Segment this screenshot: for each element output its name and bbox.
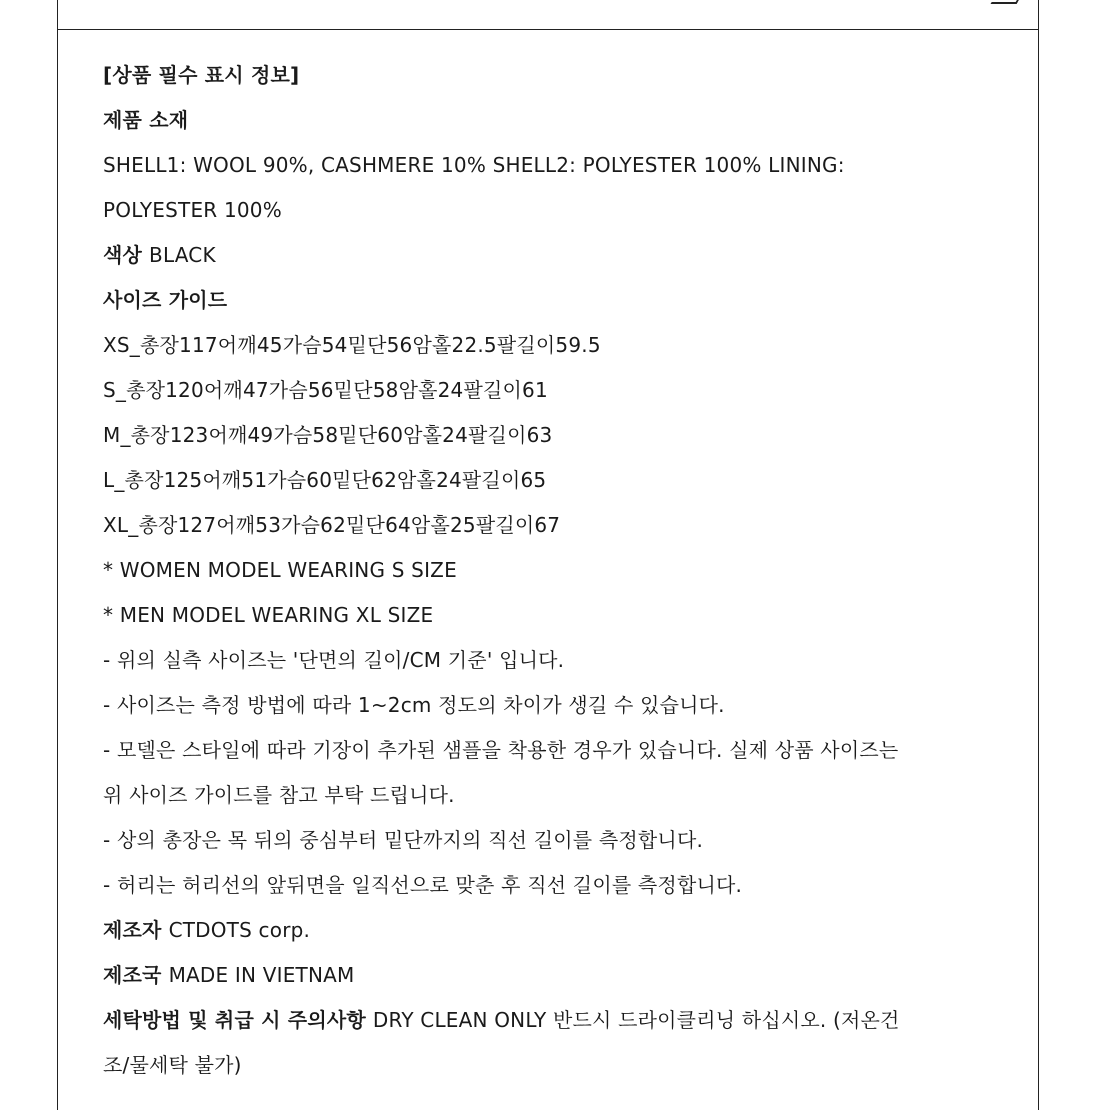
top-panel — [57, 0, 1039, 30]
size-row-xs: XS_총장117어깨45가슴54밑단56암홀22.5팔길이59.5 — [103, 333, 601, 357]
variance-note: - 사이즈는 측정 방법에 따라 1~2cm 정도의 차이가 생길 수 있습니다. — [103, 693, 725, 717]
waist-note: - 허리는 허리선의 앞뒤면을 일직선으로 맞춘 후 직선 길이를 측정합니다. — [103, 873, 743, 897]
size-guide-heading: 사이즈 가이드 — [103, 288, 228, 312]
care-label: 세탁방법 및 취급 시 주의사항 — [103, 1008, 366, 1032]
color-label: 색상 — [103, 243, 143, 267]
model-sample-note-2: 위 사이즈 가이드를 참고 부탁 드립니다. — [103, 783, 455, 807]
size-row-m: M_총장123어깨49가슴58밑단60암홀24팔길이63 — [103, 423, 553, 447]
women-model-note: * WOMEN MODEL WEARING S SIZE — [103, 558, 457, 582]
product-info-panel — [57, 30, 1039, 1110]
care-row — [103, 1005, 1003, 1050]
material-line-1: SHELL1: WOOL 90%, CASHMERE 10% SHELL2: POLYESTER 100% LINING: — [103, 153, 845, 177]
country-value: MADE IN VIETNAM — [168, 963, 355, 987]
color-value: BLACK — [149, 243, 216, 267]
size-row-l: L_총장125어깨51가슴60밑단62암홀24팔길이65 — [103, 468, 547, 492]
color-row — [103, 240, 1003, 285]
product-info-content — [103, 60, 1003, 1095]
size-row-s: S_총장120어깨47가슴56밑단58암홀24팔길이61 — [103, 378, 548, 402]
measure-note: - 위의 실측 사이즈는 '단면의 길이/CM 기준' 입니다. — [103, 648, 565, 672]
care-row-continued: 조/물세탁 불가) — [103, 1053, 242, 1077]
care-value: DRY CLEAN ONLY 반드시 드라이클리닝 하십시오. (저온건 — [372, 1008, 900, 1032]
country-row — [103, 960, 1003, 1005]
section-title: [상품 필수 표시 정보] — [103, 63, 300, 87]
material-heading: 제품 소재 — [103, 108, 189, 132]
top-length-note: - 상의 총장은 목 뒤의 중심부터 밑단까지의 직선 길이를 측정합니다. — [103, 828, 704, 852]
size-row-xl: XL_총장127어깨53가슴62밑단64암홀25팔길이67 — [103, 513, 561, 537]
manufacturer-row — [103, 915, 1003, 960]
country-label: 제조국 — [103, 963, 162, 987]
material-line-2: POLYESTER 100% — [103, 198, 282, 222]
men-model-note: * MEN MODEL WEARING XL SIZE — [103, 603, 434, 627]
model-sample-note-1: - 모델은 스타일에 따라 기장이 추가된 샘플을 착용한 경우가 있습니다. 실제 상품 사이즈는 — [103, 738, 899, 762]
manufacturer-label: 제조자 — [103, 918, 162, 942]
chevron-icon[interactable] — [991, 0, 1024, 4]
manufacturer-value: CTDOTS corp. — [168, 918, 311, 942]
